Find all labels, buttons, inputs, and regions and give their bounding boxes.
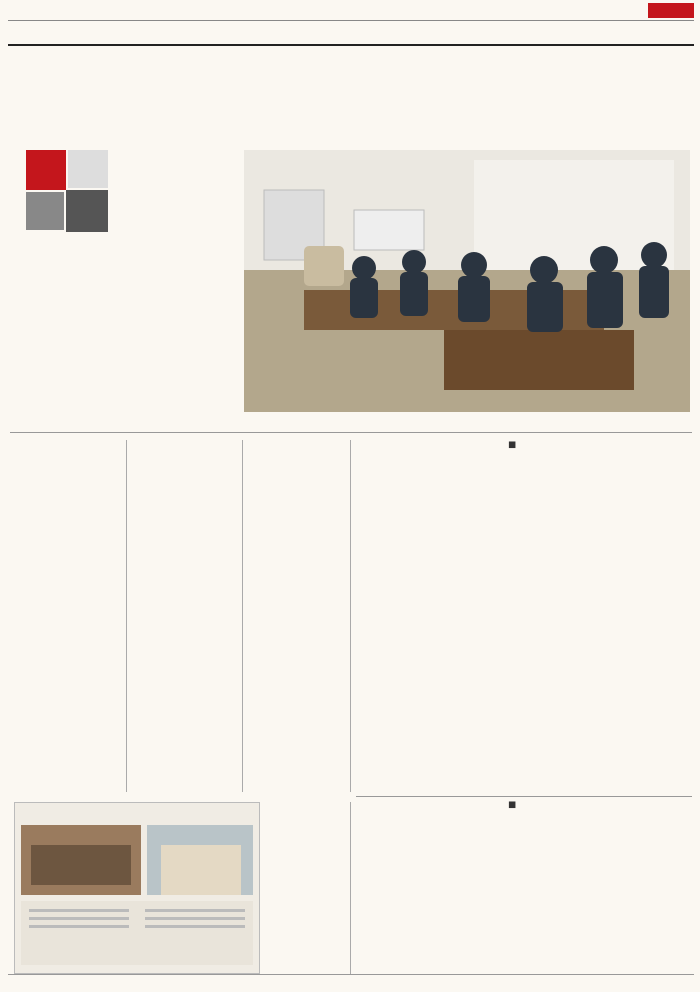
analysis-col-b (472, 540, 578, 790)
previous-report-photo (14, 802, 260, 974)
analysis-col-a (360, 540, 466, 790)
col3-text (246, 440, 346, 792)
focus-deco (68, 150, 108, 188)
col-divider-3 (350, 440, 351, 792)
col-divider-4 (350, 802, 351, 974)
col2-text-1 (130, 440, 238, 582)
focus-badge (26, 150, 108, 234)
col2-text-2 (130, 620, 238, 792)
previous-report-illustration (21, 825, 253, 965)
mid-rule (10, 432, 692, 433)
masthead-rule (8, 20, 694, 21)
dispute-col-b (472, 852, 578, 972)
footer-rule (8, 974, 694, 975)
dispute-tag: ■ (508, 800, 517, 810)
analysis-tag: ■ (508, 440, 517, 450)
paper-logo (648, 3, 694, 18)
col1-text (14, 472, 122, 792)
dispute-col-a (360, 852, 466, 972)
dispute-col-c (584, 852, 690, 972)
focus-char-2 (66, 190, 108, 232)
analysis-bottom-rule (356, 796, 692, 797)
analysis-col-c (584, 540, 690, 790)
lead-text-top (130, 150, 236, 244)
focus-char-1 (26, 150, 66, 190)
courtroom-photo (244, 150, 690, 412)
courtroom-illustration (244, 150, 690, 412)
col-divider-1 (126, 440, 127, 792)
section-rule (8, 44, 694, 46)
lead-text-bottom (26, 246, 236, 394)
col-divider-2 (242, 440, 243, 792)
focus-label (26, 192, 64, 230)
